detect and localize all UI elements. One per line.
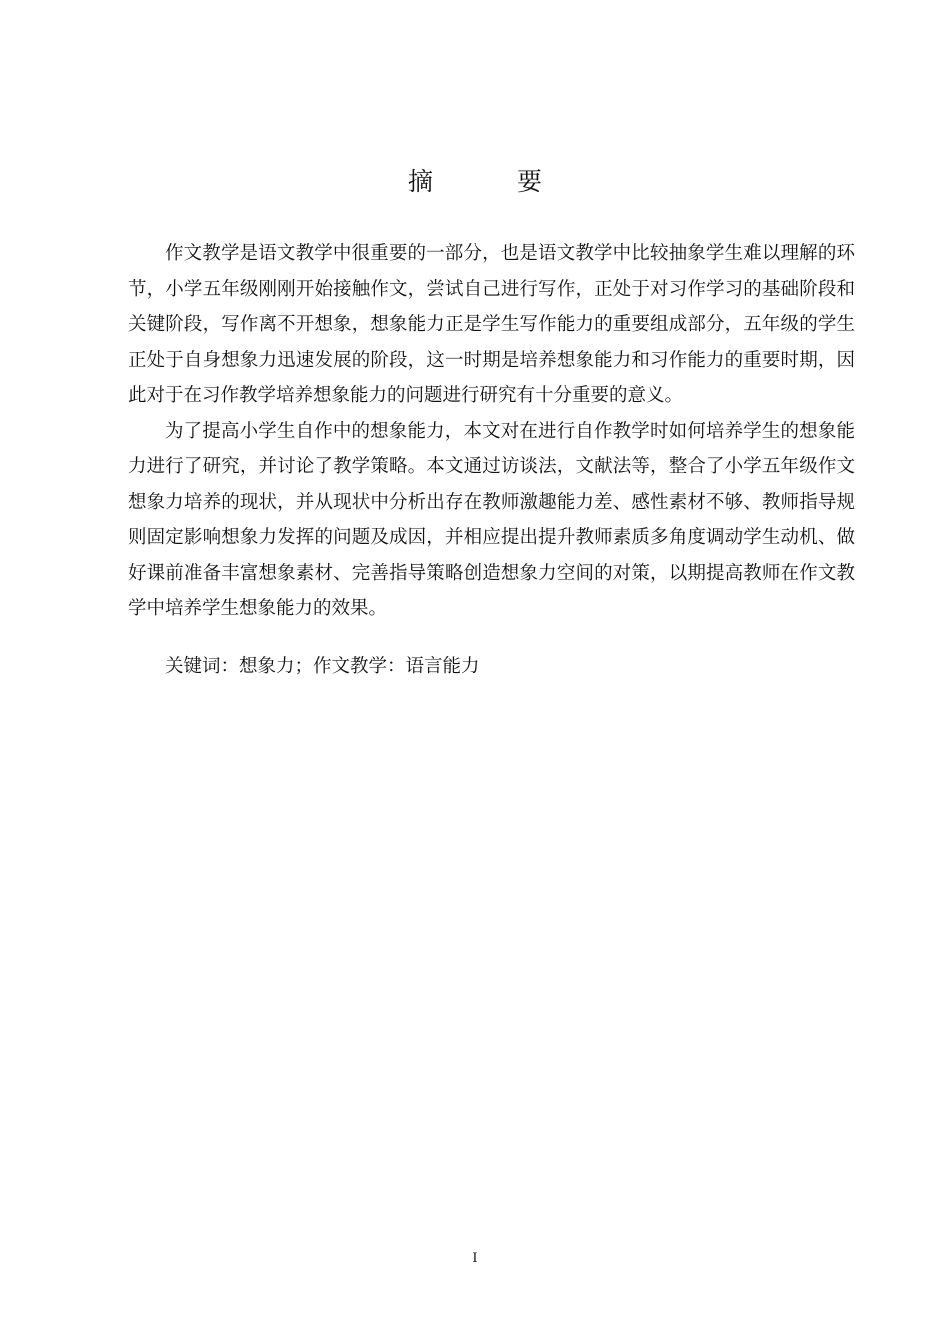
abstract-body <box>128 236 855 627</box>
page-title: 摘 要 <box>408 167 580 196</box>
abstract-paragraph-1: 作文教学是语文教学中很重要的一部分，也是语文教学中比较抽象学生难以理解的环节，小学五年级刚刚开始接触作文，尝试自己进行写作，正处于对习作学习的基础阶段和关键阶段，写作离不开想象，想象能力正是学生写作能力的重要组成部分，五年级的学生正处于自身想象力迅速发展的阶段，这一时期是培养想象能力和习作能力的重要时期，因此对于在习作教学培养想象能力的问题进行研究有十分重要的意义。 <box>128 243 855 406</box>
abstract-paragraph-2: 为了提高小学生自作中的想象能力，本文对在进行自作教学时如何培养学生的想象能力进行了研究，并讨论了教学策略。本文通过访谈法，文献法等，整合了小学五年级作文想象力培养的现状，并从现状中分析出存在教师激趣能力差、感性素材不够、教师指导规则固定影响想象力发挥的问题及成因，并相应提出提升教师素质多角度调动学生动机、做好课前准备丰富想象素材、完善指导策略创造想象力空间的对策，以期提高教师在作文教学中培养学生想象能力的效果。 <box>128 420 855 619</box>
page-number: I <box>472 1251 478 1266</box>
keywords-line: 关键词：想象力；作文教学：语言能力 <box>165 656 480 677</box>
